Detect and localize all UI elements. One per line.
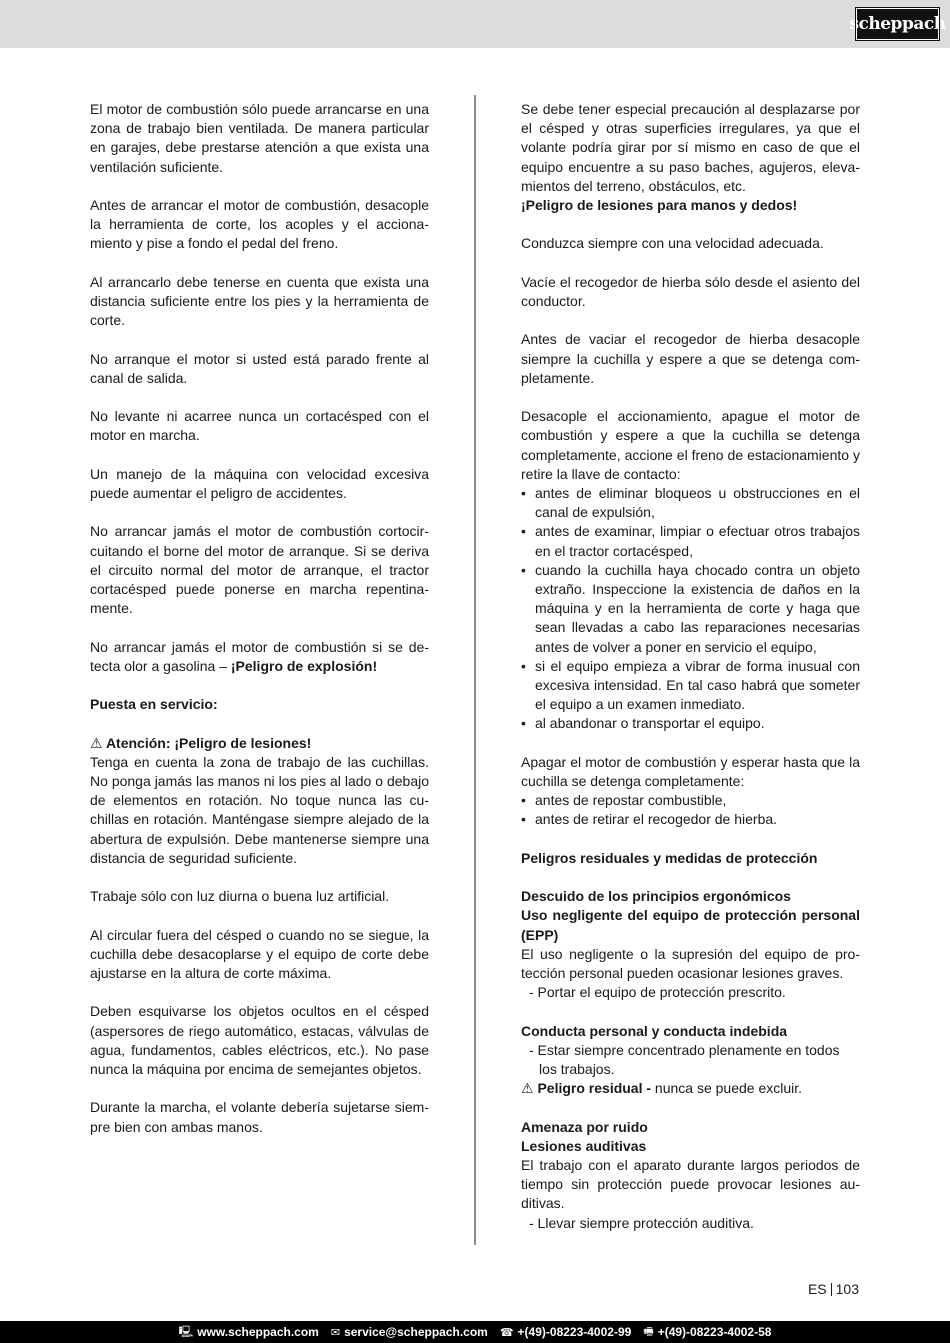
paragraph: El trabajo con el aparato durante largos periodos de tiempo sin protección puede provocar lesiones auditivas. [521, 1157, 860, 1212]
page-lang: ES [807, 1281, 827, 1297]
subheading: Conducta personal y conducta indebida [521, 1022, 788, 1039]
warning-title: Atención: ¡Peligro de lesiones! [105, 734, 312, 751]
list-item: • cuando la cuchilla haya chocado contra un objeto extraño. Inspeccione la existencia de daños en la máquina y en la herramienta de corte y haga que sean llevadas a cabo las reparaciones necesarias antes de volver a poner en servicio el equipo, [521, 561, 860, 657]
phone-icon: ☎ [499, 1326, 514, 1339]
paragraph: Al circular fuera del césped o cuando no se siegue, la cuchilla debe desacoplarse y el equipo de corte debe ajustarse en la altura de corte máxima. [90, 926, 429, 981]
paragraph: Antes de vaciar el recogedor de hierba desacople siempre la cuchilla y espere a que se detenga completamente. [521, 331, 860, 386]
list-item: • antes de eliminar bloqueos u obstrucciones en el canal de expulsión, [521, 484, 860, 522]
list-item: • antes de examinar, limpiar o efectuar otros trabajos en el tractor cortacésped, [521, 522, 860, 560]
subheading: Descuido de los principios ergonómicos [521, 888, 791, 905]
paragraph: Al arrancarlo debe tenerse en cuenta que exista una distancia suficiente entre los pies y la herramienta de corte. [90, 273, 429, 329]
subheading: Lesiones auditivas [521, 1137, 647, 1154]
fax-icon: 🖷 [643, 1325, 654, 1338]
footer-fax [643, 1323, 771, 1342]
list-item: • antes de retirar el recogedor de hierba. [521, 810, 860, 829]
warning-text: Tenga en cuenta la zona de trabajo de las cuchillas. No ponga jamás las manos ni los pies al lado o debajo de elementos en rotación. No toque nunca las cuchillas en rotación. Manténgase siempre alejado de la abertura de expulsión. Debe mantenerse siempre una distancia de seguridad suficiente. [90, 753, 429, 866]
column-divider [474, 95, 476, 1245]
explosion-warning: ¡Peligro de explosión! [230, 657, 378, 674]
paragraph: No arrancar jamás el motor de combustión cortocircuitando el borne del motor de arranque. Si se deriva el circuito normal del motor de arranque, el tractor cortacésped puede ponerse en marcha repentinamente. [90, 523, 429, 617]
footer-web[interactable] [179, 1323, 319, 1342]
bullet-list [521, 484, 860, 734]
dash-item: - Portar el equipo de protección prescrito. [529, 984, 786, 1001]
bullet-list [521, 791, 860, 829]
section-heading-residual: Peligros residuales y medidas de protección [521, 849, 818, 866]
footer-mail[interactable] [331, 1325, 488, 1339]
footer-phone [500, 1325, 631, 1339]
computer-icon: 🖳 [178, 1325, 194, 1338]
brand-logo: scheppach [856, 8, 939, 40]
footer-phone-text: +(49)-08223-4002-99 [517, 1325, 632, 1339]
list-item: • si el equipo empieza a vibrar de forma inusual con excesiva intensidad. En tal caso habrá que someter el equipo a un examen inmediato. [521, 657, 860, 715]
warning-icon: ⚠ [521, 1080, 534, 1097]
paragraph: Se debe tener especial precaución al desplazarse por el césped y otras superficies irregulares, ya que el volante podría girar por sí mismo en caso de que el equipo encuentre a su paso baches, agujeros, elevamientos del terreno, obstáculos, etc. [521, 101, 860, 194]
paragraph: Apagar el motor de combustión y esperar hasta que la cuchilla se detenga completamente: [521, 753, 860, 790]
right-column [521, 100, 860, 1252]
paragraph: Conduzca siempre con una velocidad adecuada. [521, 235, 824, 252]
dash-item: - Estar siempre concentrado plenamente en todos los trabajos. [529, 1041, 840, 1078]
paragraph: Trabaje sólo con luz diurna o buena luz artificial. [90, 888, 390, 905]
footer-mail-text: service@scheppach.com [344, 1325, 488, 1339]
paragraph: El uso negligente o la supresión del equipo de protección personal pueden ocasionar lesiones graves. [521, 945, 860, 982]
separator [831, 1283, 832, 1296]
list-item: • al abandonar o transportar el equipo. [521, 714, 860, 733]
residual-label: Peligro residual - [537, 1080, 652, 1097]
warning-icon: ⚠ [90, 734, 103, 751]
page-number [808, 1281, 859, 1297]
footer-fax-text: +(49)-08223-4002-58 [657, 1325, 772, 1339]
subheading: Amenaza por ruido [521, 1118, 648, 1135]
footer-bar [0, 1321, 950, 1343]
section-heading-puesta: Puesta en servicio: [90, 696, 218, 713]
paragraph: Desacople el accionamiento, apague el motor de combustión y espere a que la cuchilla se detenga completamente, accione el freno de estacionamiento y retire la llave de contacto: [521, 408, 860, 482]
page-num: 103 [835, 1281, 859, 1297]
footer-web-text: www.scheppach.com [197, 1325, 319, 1339]
paragraph: No levante ni acarree nunca un cortacésped con el motor en marcha. [90, 408, 429, 444]
subheading: Uso negligente del equipo de protección personal (EPP) [521, 907, 860, 943]
warning-heading [90, 734, 429, 753]
hand-injury-warning: ¡Peligro de lesiones para manos y dedos! [521, 197, 798, 214]
paragraph-text: No arrancar jamás el motor de combustión si se detecta olor a gasolina – [90, 638, 429, 674]
paragraph: Antes de arrancar el motor de combustión, desacople la herramienta de corte, los acoples y el accionamiento y pise a fondo el pedal del freno. [90, 197, 429, 252]
paragraph: El motor de combustión sólo puede arrancarse en una zona de trabajo bien ventilada. De manera particular en garajes, debe prestarse atención a que exista una ventilación suficiente. [90, 101, 429, 175]
residual-text: nunca se puede excluir. [651, 1080, 803, 1097]
paragraph: Un manejo de la máquina con velocidad excesiva puede aumentar el peligro de accidentes. [90, 465, 429, 501]
left-column [90, 100, 429, 1156]
residual-danger [521, 1079, 860, 1098]
list-item: • antes de repostar combustible, [521, 791, 860, 810]
paragraph: No arranque el motor si usted está parado frente al canal de salida. [90, 350, 429, 386]
paragraph-explosion [90, 638, 429, 676]
paragraph: Vacíe el recogedor de hierba sólo desde el asiento del conductor. [521, 273, 860, 309]
paragraph: Durante la marcha, el volante debería sujetarse siempre bien con ambas manos. [90, 1099, 429, 1135]
header-bar [0, 0, 950, 48]
dash-item: - Llevar siempre protección auditiva. [529, 1214, 754, 1231]
paragraph: Deben esquivarse los objetos ocultos en el césped (aspersores de riego automático, estacas, válvulas de agua, fundamentos, cables eléctricos, etc.). No pase nunca la máquina por encima de semejantes objetos. [90, 1003, 429, 1077]
mail-icon: ✉ [330, 1326, 341, 1339]
